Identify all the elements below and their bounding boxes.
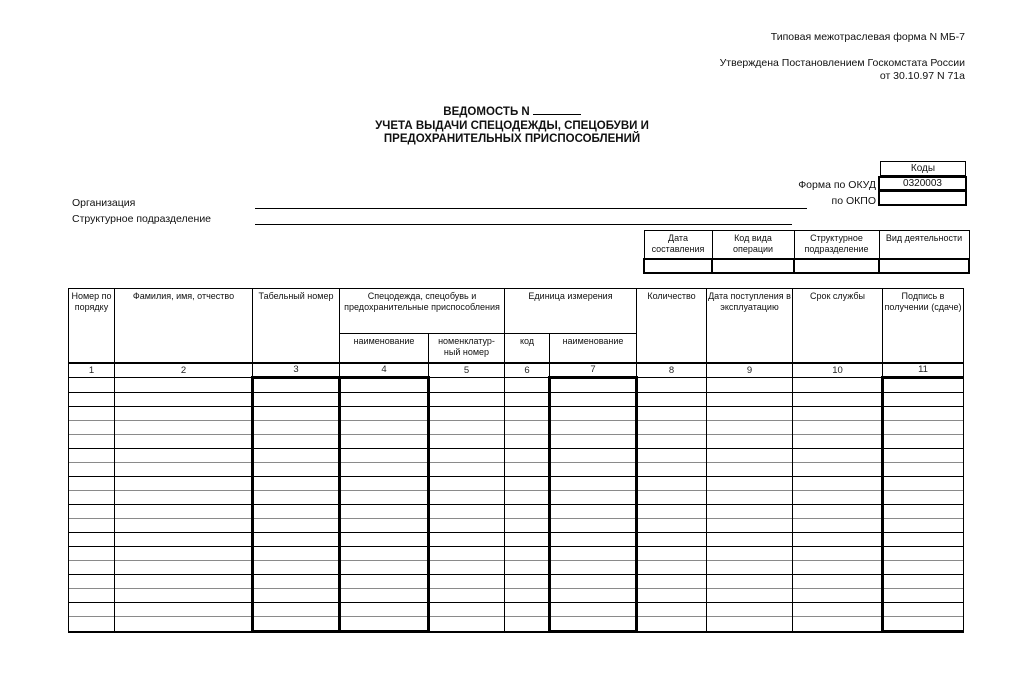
empty-cell	[707, 449, 793, 463]
empty-cell	[793, 589, 883, 603]
info-table	[643, 230, 970, 274]
department-label: Структурное подразделение	[72, 213, 212, 225]
empty-cell	[637, 463, 707, 477]
empty-cell	[637, 378, 707, 393]
empty-cell	[550, 561, 637, 575]
empty-cell	[793, 575, 883, 589]
col-number: 5	[429, 363, 505, 378]
empty-cell	[883, 575, 964, 589]
empty-cell	[793, 393, 883, 407]
title-line1: ВЕДОМОСТЬ N	[0, 104, 1024, 120]
col-number: 3	[253, 363, 340, 378]
empty-cell	[550, 575, 637, 589]
empty-cell	[707, 603, 793, 617]
empty-cell	[115, 547, 253, 561]
empty-cell	[505, 477, 550, 491]
main-table	[68, 288, 964, 633]
empty-cell	[429, 617, 505, 632]
empty-cell	[253, 533, 340, 547]
empty-cell	[69, 617, 115, 632]
empty-cell	[505, 407, 550, 421]
empty-cell	[550, 533, 637, 547]
empty-cell	[115, 491, 253, 505]
empty-cell	[883, 435, 964, 449]
empty-cell	[69, 505, 115, 519]
empty-cell	[115, 407, 253, 421]
empty-cell	[429, 533, 505, 547]
empty-cell	[253, 407, 340, 421]
empty-cell	[69, 407, 115, 421]
empty-cell	[69, 589, 115, 603]
empty-cell	[637, 589, 707, 603]
empty-cell	[115, 477, 253, 491]
empty-cell	[429, 603, 505, 617]
table-row	[69, 505, 964, 519]
empty-cell	[340, 463, 429, 477]
empty-cell	[550, 378, 637, 393]
empty-cell	[637, 407, 707, 421]
empty-cell	[115, 449, 253, 463]
empty-cell	[340, 589, 429, 603]
empty-cell	[707, 463, 793, 477]
empty-cell	[793, 435, 883, 449]
col-number: 2	[115, 363, 253, 378]
empty-cell	[707, 561, 793, 575]
empty-cell	[253, 491, 340, 505]
empty-cell	[69, 603, 115, 617]
empty-cell	[707, 547, 793, 561]
empty-cell	[550, 603, 637, 617]
table-row	[69, 575, 964, 589]
empty-cell	[707, 505, 793, 519]
empty-cell	[793, 547, 883, 561]
codes-header-cell: Коды	[880, 161, 966, 176]
empty-cell	[707, 491, 793, 505]
empty-cell	[883, 463, 964, 477]
empty-cell	[69, 547, 115, 561]
table-row	[69, 491, 964, 505]
empty-cell	[253, 449, 340, 463]
empty-cell	[253, 561, 340, 575]
empty-cell	[637, 421, 707, 435]
empty-cell	[253, 617, 340, 632]
col-header-personnel-number: Табельный номер	[253, 289, 340, 364]
empty-cell	[637, 575, 707, 589]
empty-cell	[340, 393, 429, 407]
col-header-signature: Подпись в получении (сдаче)	[883, 289, 964, 364]
empty-cell	[550, 393, 637, 407]
empty-cell	[115, 463, 253, 477]
empty-cell	[340, 561, 429, 575]
empty-cell	[115, 378, 253, 393]
group-header-workwear: Спецодежда, спецобувь и предохранительные приспособления	[340, 289, 505, 334]
table-row	[69, 421, 964, 435]
table-row	[69, 603, 964, 617]
approval-note	[720, 57, 965, 83]
empty-cell	[253, 575, 340, 589]
table-row	[69, 533, 964, 547]
empty-cell	[115, 561, 253, 575]
empty-cell	[429, 378, 505, 393]
empty-cell	[505, 561, 550, 575]
empty-cell	[793, 378, 883, 393]
empty-cell	[253, 547, 340, 561]
empty-cell	[505, 505, 550, 519]
group-header-unit: Единица измерения	[505, 289, 637, 334]
empty-cell	[505, 463, 550, 477]
empty-cell	[793, 477, 883, 491]
table-row	[69, 561, 964, 575]
main-table-body	[69, 378, 964, 632]
organization-label: Организация	[72, 197, 136, 209]
empty-cell	[429, 449, 505, 463]
okud-value-cell: 0320003	[878, 176, 967, 191]
empty-cell	[429, 491, 505, 505]
empty-cell	[793, 407, 883, 421]
empty-cell	[253, 589, 340, 603]
empty-cell	[69, 477, 115, 491]
empty-cell	[253, 603, 340, 617]
empty-cell	[69, 519, 115, 533]
table-row	[69, 393, 964, 407]
info-header-department: Структурное подразделение	[794, 231, 879, 260]
empty-cell	[505, 421, 550, 435]
col-header-number: Номер по порядку	[69, 289, 115, 364]
empty-cell	[793, 463, 883, 477]
empty-cell	[883, 519, 964, 533]
col-number: 7	[550, 363, 637, 378]
subcol-header-unit-name: наименование	[550, 334, 637, 364]
okud-label: Форма по ОКУД	[798, 179, 876, 191]
empty-cell	[637, 561, 707, 575]
empty-cell	[340, 617, 429, 632]
empty-cell	[429, 463, 505, 477]
empty-cell	[429, 505, 505, 519]
table-row	[69, 463, 964, 477]
info-header-activity: Вид деятельности	[879, 231, 969, 260]
table-row	[69, 477, 964, 491]
empty-cell	[429, 407, 505, 421]
empty-cell	[707, 589, 793, 603]
okpo-label: по ОКПО	[831, 195, 876, 207]
empty-cell	[550, 463, 637, 477]
table-row	[69, 547, 964, 561]
empty-cell	[69, 449, 115, 463]
empty-cell	[340, 603, 429, 617]
empty-cell	[429, 561, 505, 575]
empty-cell	[253, 519, 340, 533]
empty-cell	[707, 519, 793, 533]
empty-cell	[637, 393, 707, 407]
info-table-header-row	[644, 231, 969, 260]
empty-cell	[550, 519, 637, 533]
empty-cell	[637, 603, 707, 617]
department-fill-line	[255, 224, 792, 225]
empty-cell	[707, 393, 793, 407]
empty-cell	[505, 491, 550, 505]
empty-cell	[429, 477, 505, 491]
empty-cell	[253, 477, 340, 491]
empty-cell	[793, 533, 883, 547]
table-row	[69, 589, 964, 603]
empty-cell	[115, 519, 253, 533]
empty-cell	[340, 407, 429, 421]
empty-cell	[883, 589, 964, 603]
empty-cell	[115, 603, 253, 617]
empty-cell	[115, 435, 253, 449]
col-number: 1	[69, 363, 115, 378]
empty-cell	[69, 393, 115, 407]
col-header-name: Фамилия, имя, отчество	[115, 289, 253, 364]
info-header-opcode: Код вида операции	[712, 231, 794, 260]
empty-cell	[69, 378, 115, 393]
empty-cell	[253, 378, 340, 393]
info-value-opcode	[712, 259, 794, 273]
empty-cell	[340, 435, 429, 449]
approval-line1: Утверждена Постановлением Госкомстата России	[719, 57, 965, 69]
empty-cell	[793, 491, 883, 505]
empty-cell	[340, 533, 429, 547]
empty-cell	[115, 617, 253, 632]
empty-cell	[707, 421, 793, 435]
empty-cell	[793, 505, 883, 519]
empty-cell	[253, 463, 340, 477]
number-blank-line	[533, 104, 581, 115]
empty-cell	[505, 519, 550, 533]
empty-cell	[340, 477, 429, 491]
empty-cell	[707, 533, 793, 547]
info-table-value-row	[644, 259, 969, 273]
empty-cell	[550, 589, 637, 603]
empty-cell	[883, 378, 964, 393]
empty-cell	[115, 421, 253, 435]
column-number-row	[69, 363, 964, 378]
empty-cell	[429, 393, 505, 407]
okpo-value-cell	[878, 190, 967, 206]
empty-cell	[550, 505, 637, 519]
empty-cell	[253, 393, 340, 407]
col-header-quantity: Количество	[637, 289, 707, 364]
empty-cell	[707, 477, 793, 491]
title-line2: УЧЕТА ВЫДАЧИ СПЕЦОДЕЖДЫ, СПЕЦОБУВИ И	[375, 119, 649, 132]
empty-cell	[69, 561, 115, 575]
empty-cell	[550, 547, 637, 561]
col-number: 4	[340, 363, 429, 378]
empty-cell	[637, 505, 707, 519]
table-row	[69, 449, 964, 463]
empty-cell	[707, 407, 793, 421]
empty-cell	[550, 477, 637, 491]
empty-cell	[883, 393, 964, 407]
empty-cell	[637, 491, 707, 505]
empty-cell	[883, 547, 964, 561]
empty-cell	[883, 603, 964, 617]
empty-cell	[69, 533, 115, 547]
col-number: 11	[883, 363, 964, 378]
empty-cell	[550, 435, 637, 449]
empty-cell	[505, 547, 550, 561]
info-value-date	[644, 259, 712, 273]
empty-cell	[429, 435, 505, 449]
table-row	[69, 378, 964, 393]
table-row	[69, 617, 964, 632]
subcol-header-item-name: наименование	[340, 334, 429, 364]
empty-cell	[637, 547, 707, 561]
empty-cell	[340, 421, 429, 435]
empty-cell	[340, 519, 429, 533]
empty-cell	[793, 561, 883, 575]
subcol-header-unit-code: код	[505, 334, 550, 364]
empty-cell	[505, 533, 550, 547]
empty-cell	[115, 589, 253, 603]
title-line3: ПРЕДОХРАНИТЕЛЬНЫХ ПРИСПОСОБЛЕНИЙ	[383, 133, 641, 145]
empty-cell	[883, 477, 964, 491]
form-designation: Типовая межотраслевая форма N МБ-7	[770, 31, 965, 43]
empty-cell	[637, 533, 707, 547]
empty-cell	[340, 547, 429, 561]
empty-cell	[115, 575, 253, 589]
empty-cell	[340, 491, 429, 505]
empty-cell	[505, 575, 550, 589]
empty-cell	[883, 407, 964, 421]
empty-cell	[550, 407, 637, 421]
empty-cell	[69, 463, 115, 477]
info-header-date: Дата составления	[644, 231, 712, 260]
empty-cell	[637, 617, 707, 632]
col-number: 8	[637, 363, 707, 378]
empty-cell	[505, 378, 550, 393]
empty-cell	[69, 491, 115, 505]
empty-cell	[637, 519, 707, 533]
empty-cell	[793, 421, 883, 435]
table-row	[69, 519, 964, 533]
empty-cell	[550, 617, 637, 632]
empty-cell	[550, 421, 637, 435]
empty-cell	[505, 617, 550, 632]
empty-cell	[505, 589, 550, 603]
col-header-service-life: Срок службы	[793, 289, 883, 364]
col-number: 6	[505, 363, 550, 378]
empty-cell	[505, 603, 550, 617]
empty-cell	[429, 547, 505, 561]
empty-cell	[550, 491, 637, 505]
empty-cell	[550, 449, 637, 463]
main-table-header	[69, 289, 964, 378]
empty-cell	[115, 533, 253, 547]
empty-cell	[637, 435, 707, 449]
subcol-header-nomenclature: номенклатур-ный номер	[429, 334, 505, 364]
empty-cell	[505, 393, 550, 407]
empty-cell	[340, 449, 429, 463]
empty-cell	[883, 449, 964, 463]
empty-cell	[340, 505, 429, 519]
empty-cell	[69, 575, 115, 589]
empty-cell	[637, 449, 707, 463]
empty-cell	[253, 435, 340, 449]
empty-cell	[505, 435, 550, 449]
empty-cell	[883, 421, 964, 435]
table-row	[69, 435, 964, 449]
empty-cell	[707, 575, 793, 589]
col-header-date-in-service: Дата поступления в эксплуатацию	[707, 289, 793, 364]
empty-cell	[340, 575, 429, 589]
info-value-department	[794, 259, 879, 273]
empty-cell	[793, 449, 883, 463]
empty-cell	[793, 617, 883, 632]
empty-cell	[793, 603, 883, 617]
empty-cell	[253, 421, 340, 435]
table-row	[69, 407, 964, 421]
empty-cell	[707, 617, 793, 632]
organization-fill-line	[255, 208, 807, 209]
approval-line2: от 30.10.97 N 71а	[879, 70, 965, 82]
col-number: 9	[707, 363, 793, 378]
empty-cell	[883, 561, 964, 575]
empty-cell	[883, 617, 964, 632]
empty-cell	[429, 519, 505, 533]
empty-cell	[429, 421, 505, 435]
empty-cell	[707, 435, 793, 449]
empty-cell	[115, 393, 253, 407]
empty-cell	[883, 505, 964, 519]
empty-cell	[793, 519, 883, 533]
empty-cell	[115, 505, 253, 519]
info-value-activity	[879, 259, 969, 273]
empty-cell	[429, 575, 505, 589]
document-title	[0, 104, 1024, 147]
empty-cell	[883, 491, 964, 505]
empty-cell	[253, 505, 340, 519]
empty-cell	[637, 477, 707, 491]
empty-cell	[69, 421, 115, 435]
col-number: 10	[793, 363, 883, 378]
empty-cell	[883, 533, 964, 547]
empty-cell	[505, 449, 550, 463]
empty-cell	[429, 589, 505, 603]
empty-cell	[69, 435, 115, 449]
empty-cell	[707, 378, 793, 393]
empty-cell	[340, 378, 429, 393]
